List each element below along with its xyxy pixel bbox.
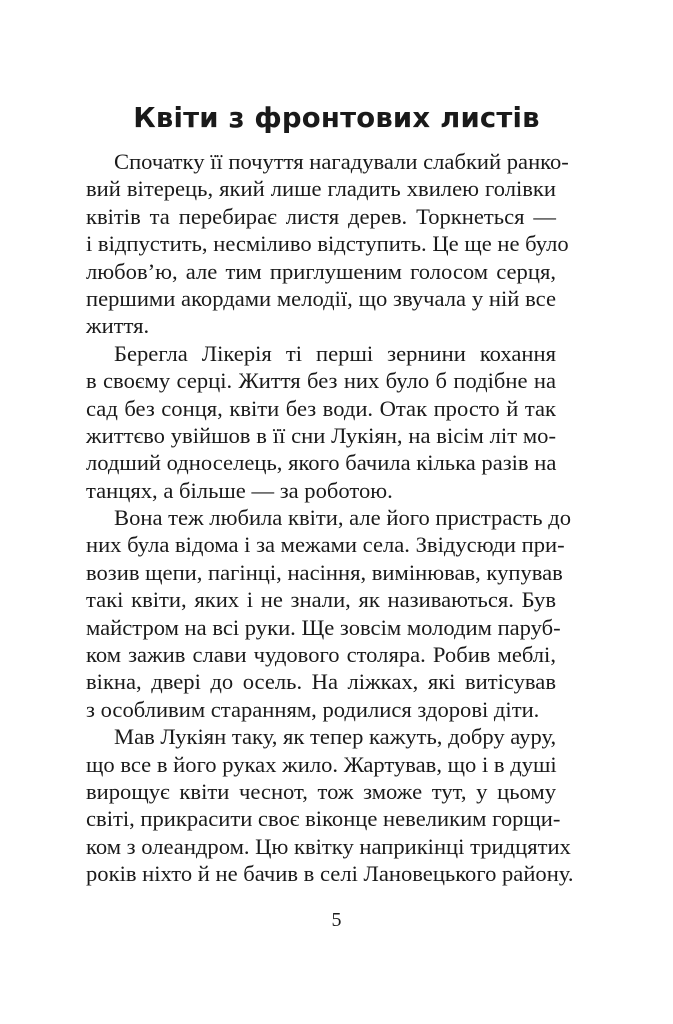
paragraph [86, 504, 572, 723]
text-line: майстром на всі руки. Ще зовсім молодим паруб- [86, 614, 561, 640]
text-line: що все в його руках жило. Жартував, що і в душі [86, 751, 557, 777]
text-line: квітів та перебирає листя дерев. Торкнеться — [86, 203, 556, 229]
text-line: возив щепи, пагінці, насіння, вимінював, купував [86, 559, 563, 585]
text-line: життєво увійшов в її сни Лукіян, на вісім літ мо- [86, 422, 556, 448]
text-line: Спочатку її почуття нагадували слабкий ранко- [114, 149, 569, 174]
text-line: Мав Лукіян таку, як тепер кажуть, добру ауру, [114, 724, 557, 750]
paragraph [86, 148, 569, 340]
body-text [86, 148, 574, 888]
text-line: Берегла Лікерія ті перші зернини кохання [114, 340, 556, 366]
text-line: такі квіти, яких і не знали, як називаються. Був [86, 587, 556, 613]
chapter-title: Квіти з фронтових листів [133, 102, 540, 134]
page-number: 5 [331, 909, 342, 931]
text-line: лодший односелець, якого бачила кілька разів на [86, 450, 557, 476]
text-line: вирощує квіти чеснот, тож зможе тут, у цьому [86, 778, 556, 804]
text-line: сад без сонця, квіти без води. Отак просто й так [86, 395, 556, 421]
text-line: ком зажив слави чудового столяра. Робив меблі, [86, 642, 556, 668]
text-line: вікна, двері до осель. На ліжках, які витісував [86, 669, 556, 695]
text-line: ком з олеандром. Цю квітку наприкінці тридцятих [86, 833, 571, 859]
text-line: любов’ю, але тим приглушеним голосом серця, [86, 258, 556, 284]
text-line: першими акордами мелодії, що звучала у ній все [86, 285, 556, 311]
text-line: них була відома і за межами села. Звідусюди при- [86, 532, 565, 558]
text-line: світі, прикрасити своє віконце невеликим горщи- [86, 806, 561, 832]
text-line: життя. [86, 313, 150, 339]
text-line: в своєму серці. Життя без них було б подібне на [86, 368, 556, 394]
text-line: вий вітерець, який лише гладить хвилею голівки [86, 176, 556, 202]
text-line: і відпустить, несміливо відступить. Це ще не було [86, 231, 569, 257]
paragraph [86, 340, 556, 504]
text-line: Вона теж любила квіти, але його пристрасть до [114, 505, 572, 531]
text-line: з особливим старанням, родилися здорові діти. [86, 696, 540, 722]
paragraph [86, 723, 574, 887]
text-line: танцях, а більше — за роботою. [86, 477, 393, 503]
text-line: років ніхто й не бачив в селі Лановецького району. [86, 861, 574, 887]
